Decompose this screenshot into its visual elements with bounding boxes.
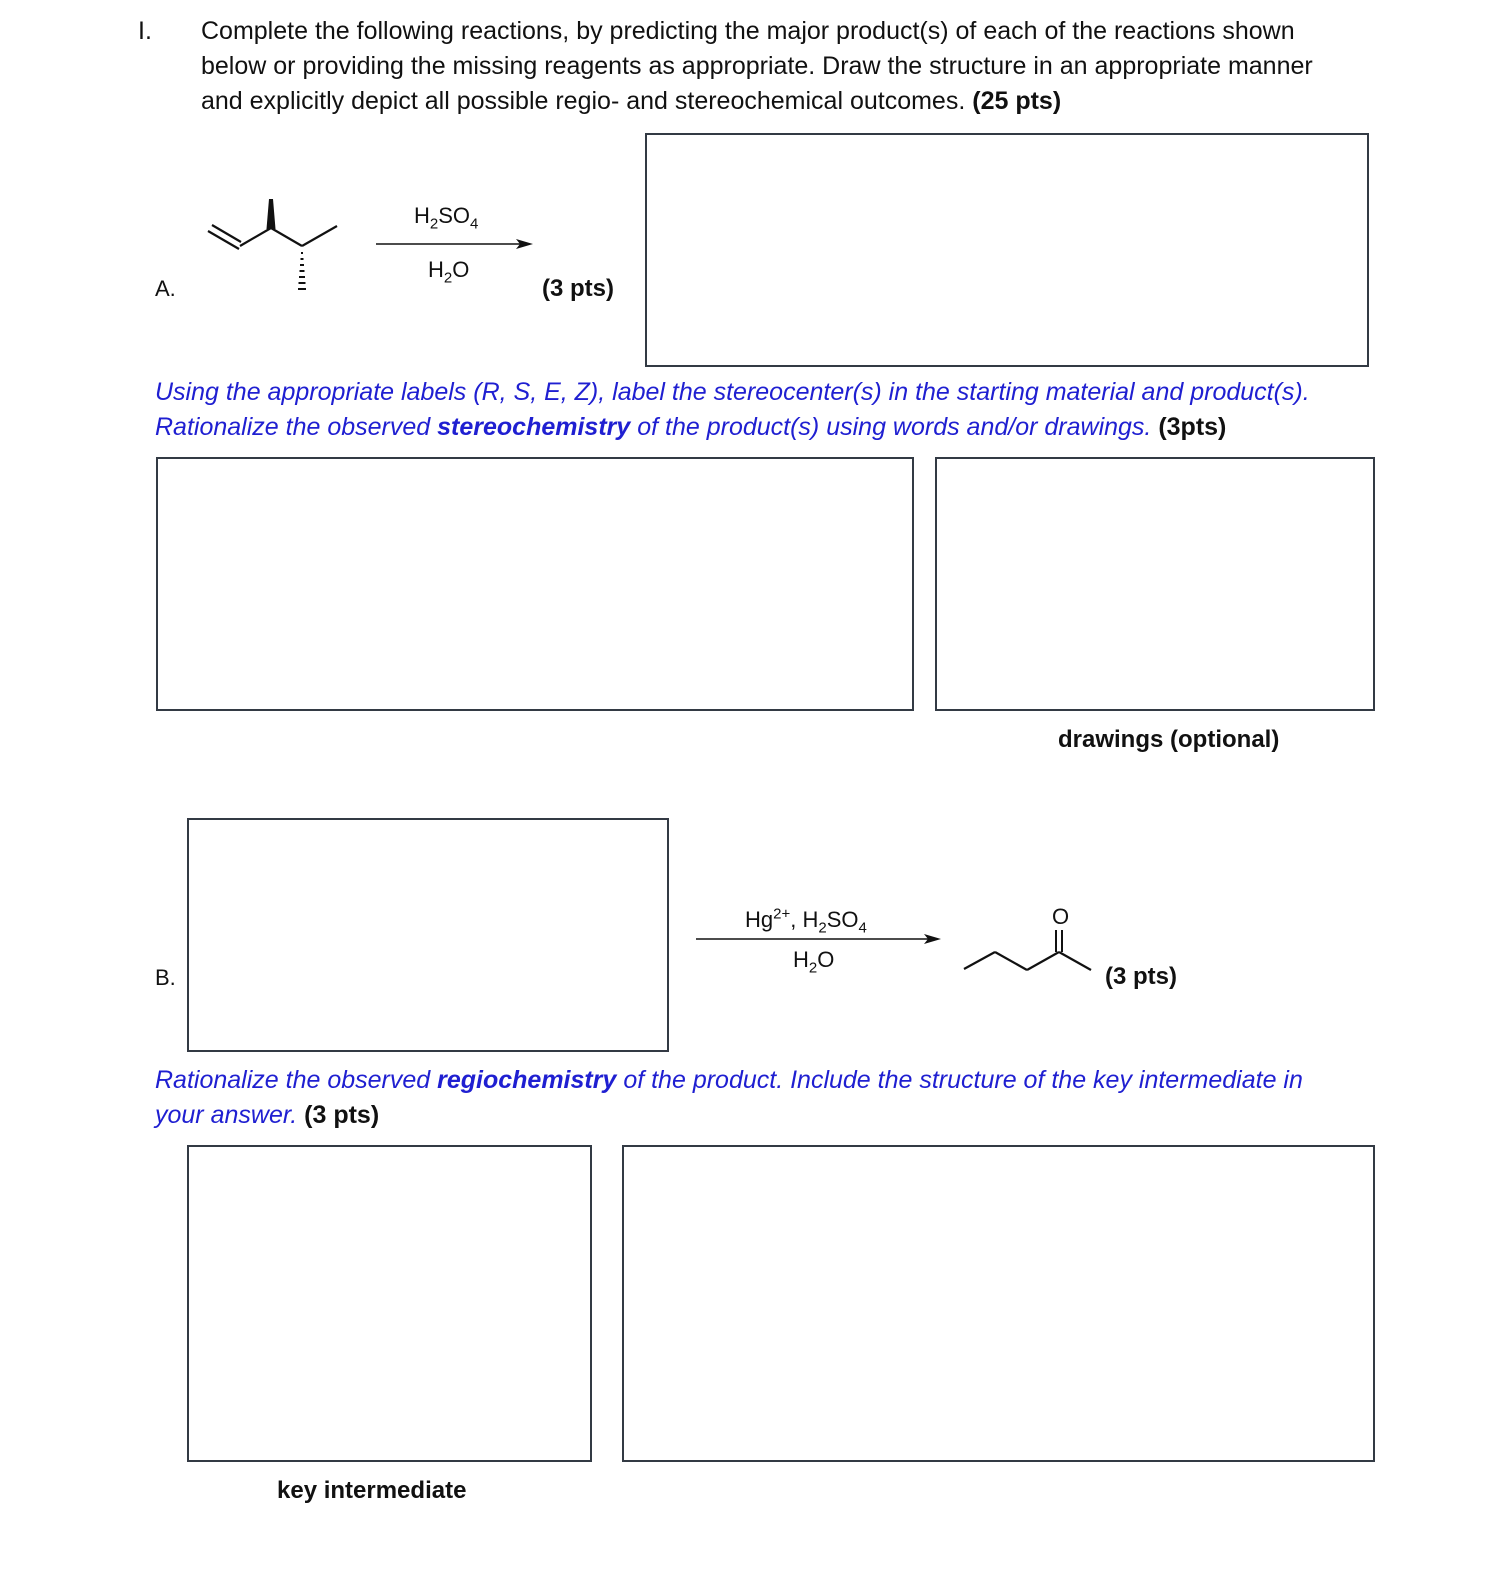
- part-a-instruction-line-1: Using the appropriate labels (R, S, E, Z), label the stereocenter(s) in the starting material and product(s).: [155, 378, 1310, 406]
- instructions-line-2: below or providing the missing reagents as appropriate. Draw the structure in an appropriate manner: [201, 52, 1313, 80]
- part-b-instruction-line-2: [155, 1098, 379, 1133]
- b-h2o-sub2: 2: [808, 959, 818, 977]
- part-a-points: (3 pts): [542, 275, 614, 302]
- part-a-drawings-answer-box[interactable]: [935, 457, 1375, 711]
- reactant-double-bond-outer: [208, 231, 239, 249]
- part-a-product-answer-box[interactable]: [645, 133, 1369, 367]
- product-bond-3: [1027, 952, 1059, 970]
- part-b-rationale-answer-box[interactable]: [622, 1145, 1375, 1462]
- part-b-reagent-hg-h2so4: [745, 905, 867, 937]
- a-h2so4-sub4: 4: [470, 215, 479, 233]
- part-b-reagent-h2o: [793, 947, 835, 977]
- part-b-reaction-arrow: [696, 932, 946, 946]
- b-h2o-h: H: [793, 947, 809, 972]
- part-a-reaction-arrow: [376, 237, 536, 251]
- a-h2o-sub2: 2: [443, 269, 453, 287]
- total-points: (25 pts): [972, 87, 1062, 115]
- part-a-instruction-line-2: [155, 410, 1226, 445]
- stereochemistry-emphasis: stereochemistry: [437, 413, 631, 441]
- part-a-reactant-structure: [200, 195, 345, 300]
- reactant-bond-c4-c5: [302, 226, 337, 246]
- part-b-points: (3 pts): [1105, 963, 1177, 990]
- part-b-label: B.: [155, 965, 176, 990]
- a-h2o-o: O: [452, 257, 470, 282]
- key-intermediate-answer-box[interactable]: [187, 1145, 592, 1462]
- question-number: I.: [138, 17, 152, 45]
- reactant-hash-wedge-methyl: [298, 253, 306, 289]
- b-h2o-o: O: [817, 947, 835, 972]
- part-b-instruction-line-1: [155, 1063, 1303, 1098]
- a-h2so4-so: SO: [438, 203, 471, 228]
- drawings-optional-caption: drawings (optional): [1058, 726, 1280, 753]
- b-comma-h: , H: [790, 907, 819, 932]
- part-a-instruction-line-2-pre: Rationalize the observed: [155, 413, 438, 441]
- reactant-bond-c3-c4: [271, 228, 302, 246]
- reactant-double-bond-inner: [212, 225, 241, 242]
- part-a-instruction-points: (3pts): [1158, 413, 1227, 441]
- product-bond-1: [964, 952, 995, 969]
- part-b-instruction-line-2-text: your answer.: [155, 1101, 298, 1129]
- a-h2so4-sub2: 2: [429, 215, 439, 233]
- key-intermediate-caption: key intermediate: [277, 1477, 467, 1504]
- part-b-instruction-line-1-pre: Rationalize the observed: [155, 1066, 438, 1094]
- b-sub2: 2: [818, 919, 827, 937]
- part-a-labels-answer-box[interactable]: [156, 457, 914, 711]
- part-a-reagent-h2so4: [414, 203, 479, 233]
- part-b-product-structure: [960, 925, 1100, 975]
- product-bond-4: [1059, 952, 1091, 970]
- product-bond-2: [995, 952, 1027, 970]
- instructions-line-3-text: and explicitly depict all possible regio- and stereochemical outcomes.: [201, 87, 966, 115]
- b-hg: Hg: [745, 907, 774, 932]
- instructions-line-1: Complete the following reactions, by predicting the major product(s) of each of the reactions shown: [201, 17, 1295, 45]
- a-h2o-h: H: [428, 257, 444, 282]
- regiochemistry-emphasis: regiochemistry: [437, 1066, 617, 1094]
- product-oxygen-atom: O: [1052, 904, 1070, 929]
- part-a-reagent-h2o: [428, 257, 470, 287]
- b-so: SO: [826, 907, 859, 932]
- reactant-bond-c2-c3: [240, 228, 271, 246]
- instructions-line-3: [201, 84, 1061, 119]
- reactant-wedge-methyl: [267, 199, 276, 229]
- b-sub4: 4: [858, 919, 867, 937]
- part-b-instruction-points: (3 pts): [304, 1101, 380, 1129]
- a-h2so4-h: H: [414, 203, 430, 228]
- part-a-instruction-line-2-post: of the product(s) using words and/or drawings.: [630, 413, 1152, 441]
- part-a-label: A.: [155, 276, 176, 301]
- part-b-instruction-line-1-post: of the product. Include the structure of the key intermediate in: [616, 1066, 1303, 1094]
- b-hg-charge: 2+: [773, 905, 791, 923]
- part-b-reactant-answer-box[interactable]: [187, 818, 669, 1052]
